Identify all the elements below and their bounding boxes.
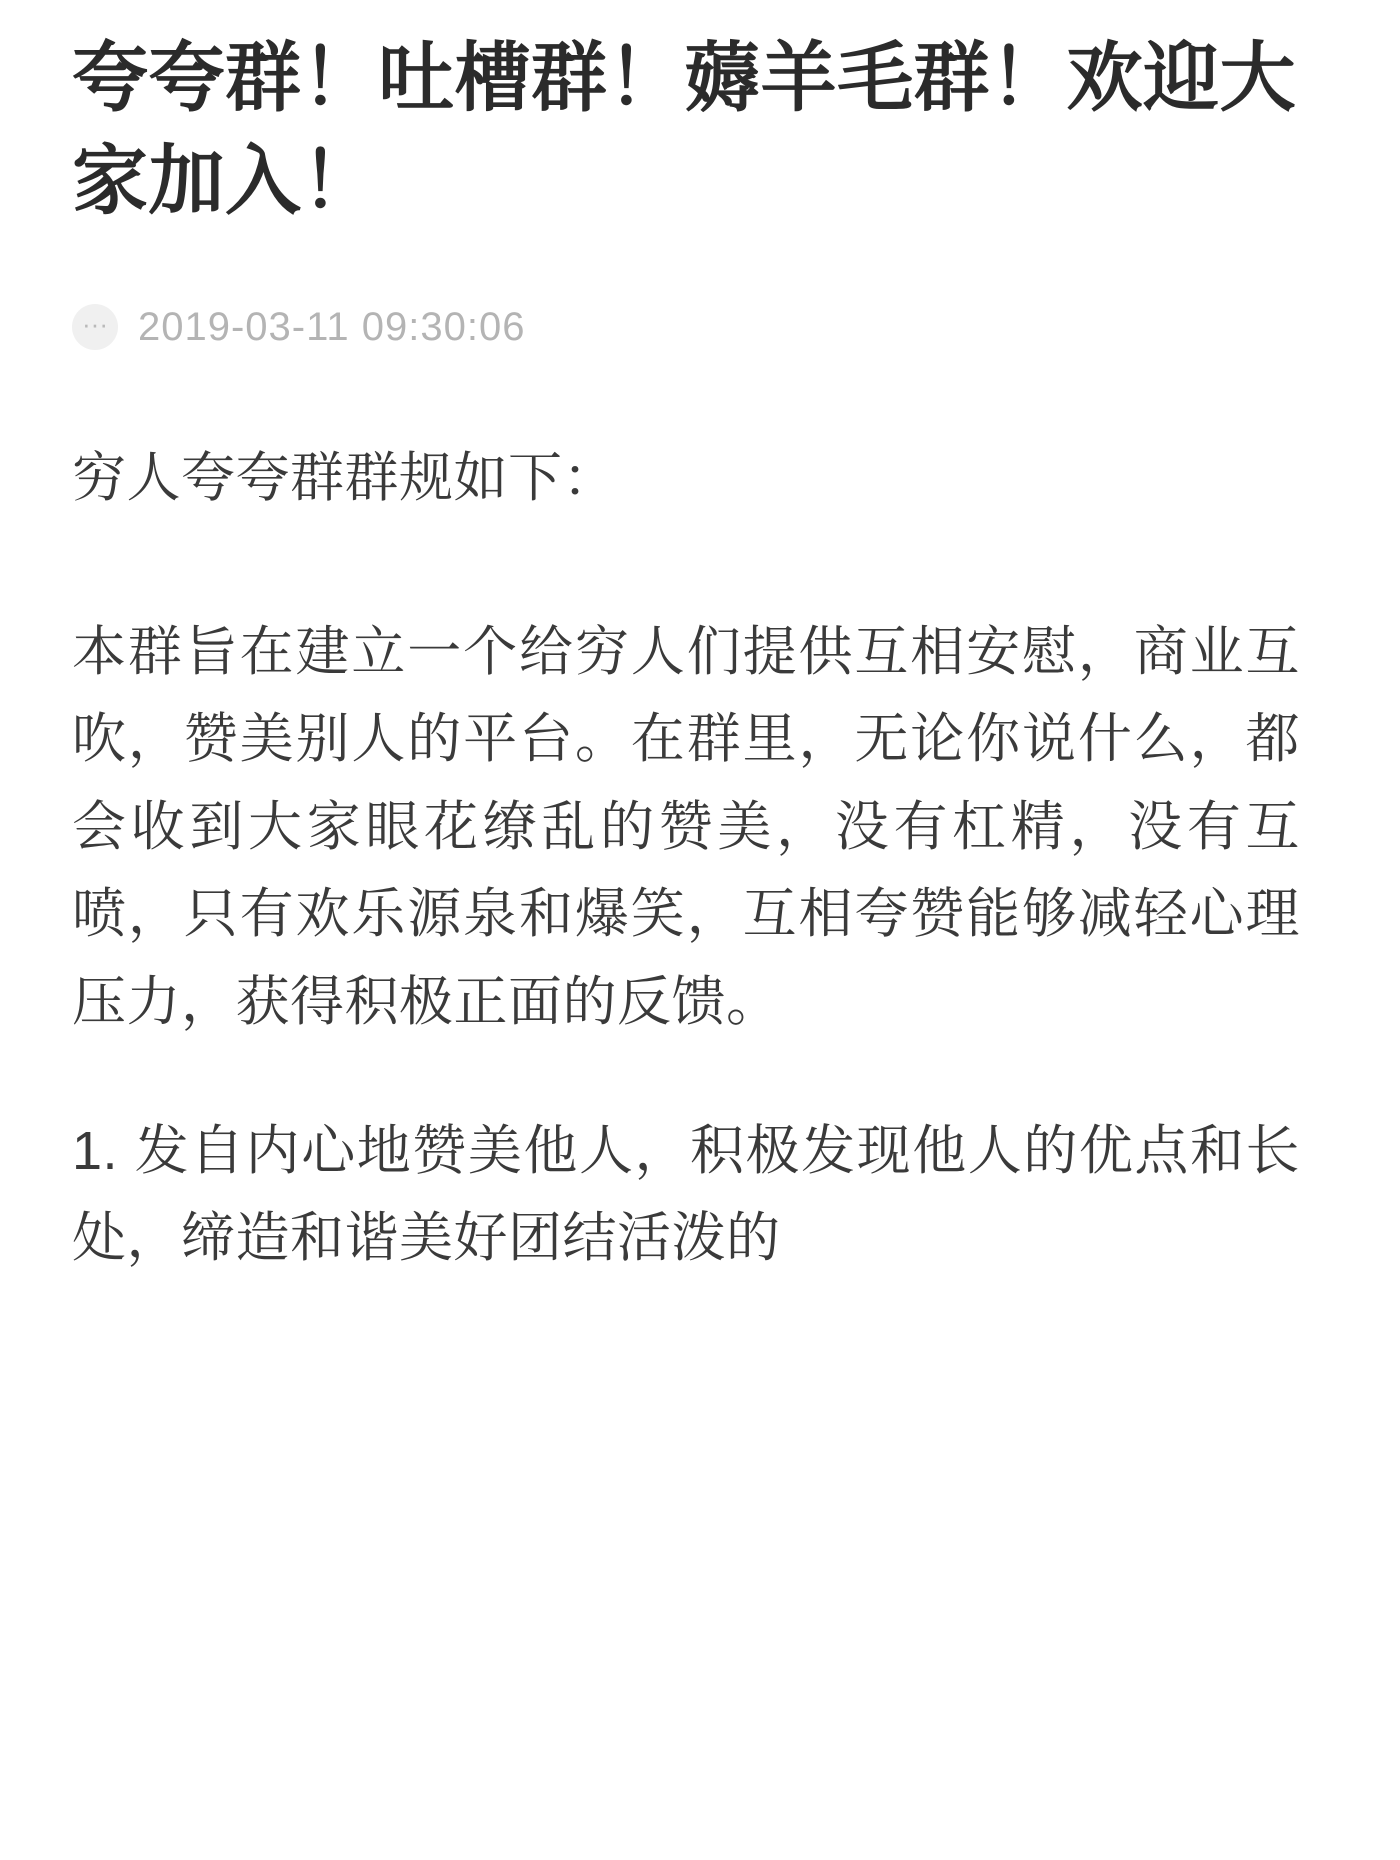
page-title: 夸夸群！吐槽群！薅羊毛群！欢迎大家加入！ <box>72 36 1296 224</box>
article-meta <box>72 305 1300 349</box>
publish-timestamp: 2019-03-11 09:30:06 <box>138 304 526 349</box>
paragraph: 穷人夸夸群群规如下： <box>72 448 617 509</box>
paragraph: 1. 发自内心地赞美他人，积极发现他人的优点和长处，缔造和谐美好团结活泼的 <box>72 1121 1300 1269</box>
avatar: ··· <box>72 304 118 350</box>
article-body <box>72 435 1300 1283</box>
paragraph: 本群旨在建立一个给穷人们提供互相安慰，商业互吹，赞美别人的平台。在群里，无论你说什么，都会收到大家眼花缭乱的赞美，没有杠精，没有互喷，只有欢乐源泉和爆笑，互相夸赞能够减轻心理压力，获得积极正面的反馈。 <box>72 621 1300 1032</box>
